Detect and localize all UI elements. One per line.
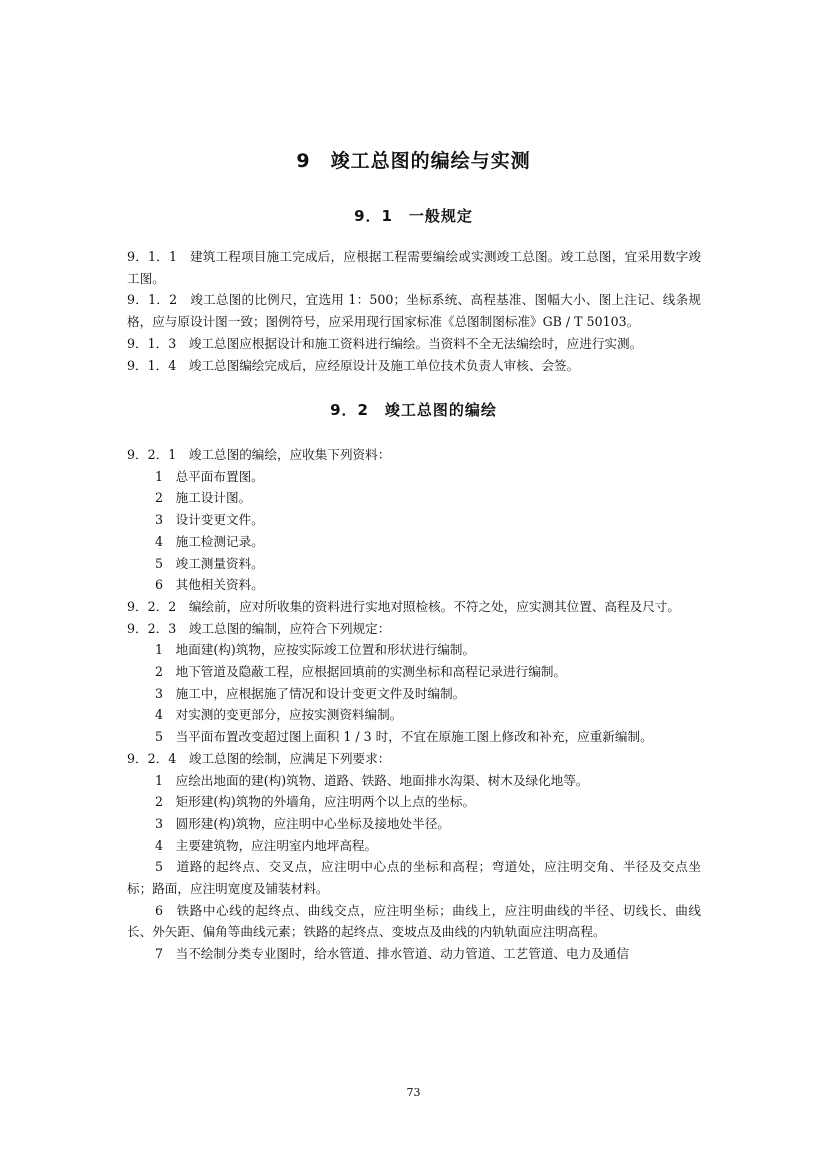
list-item: 3 设计变更文件。 — [155, 512, 264, 528]
list-item: 3 施工中，应根据施了情况和设计变更文件及时编制。 — [155, 685, 466, 701]
clause-9-2-3: 9．2．3 竣工总图的编制，应符合下列规定： — [127, 620, 391, 636]
list-item: 2 矩形建(构)筑物的外墙角，应注明两个以上点的坐标。 — [155, 794, 476, 810]
list-item: 6 铁路中心线的起终点、曲线交点，应注明坐标；曲线上，应注明曲线的半径、切线长、曲线长、外矢距、偏角等曲线元素；铁路的起终点、变坡点及曲线的内轨轨面应注明高程。 — [127, 902, 701, 940]
list-item: 4 对实测的变更部分，应按实测资料编制。 — [155, 707, 403, 723]
list-item: 5 竣工测量资料。 — [155, 555, 264, 571]
section-9-1-body — [127, 246, 701, 376]
chapter-title: 9 竣工总图的编绘与实测 — [296, 150, 531, 172]
clause-9-1-4: 9．1．4 竣工总图编绘完成后，应经原设计及施工单位技术负责人审核、会签。 — [127, 357, 580, 373]
list-item: 1 应绘出地面的建(构)筑物、道路、铁路、地面排水沟渠、树木及绿化地等。 — [155, 772, 589, 788]
section-9-2-body — [127, 444, 701, 965]
list-item: 1 地面建(构)筑物，应按实际竣工位置和形状进行编制。 — [155, 642, 476, 658]
list-item: 2 地下管道及隐蔽工程，应根据回填前的实测坐标和高程记录进行编制。 — [155, 664, 567, 680]
clause-9-1-2: 9．1．2 竣工总图的比例尺，宜选用 1：500；坐标系统、高程基准、图幅大小、图上注记、线条规格，应与原设计图一致；图例符号，应采用现行国家标准《总图制图标准》GB / T 50103。 — [127, 292, 701, 330]
clause-9-1-3: 9．1．3 竣工总图应根据设计和施工资料进行编绘。当资料不全无法编绘时，应进行实测。 — [127, 335, 643, 351]
list-item: 1 总平面布置图。 — [155, 468, 264, 484]
clause-9-2-2: 9．2．2 编绘前，应对所收集的资料进行实地对照检核。不符之处，应实测其位置、高程及尺寸。 — [127, 598, 680, 614]
list-item: 5 道路的起终点、交叉点，应注明中心点的坐标和高程；弯道处，应注明交角、半径及交点坐标；路面，应注明宽度及铺装材料。 — [127, 859, 701, 897]
list-item: 3 圆形建(构)筑物，应注明中心坐标及接地处半径。 — [155, 815, 450, 831]
list-item: 5 当平面布置改变超过图上面积 1 / 3 时，不宜在原施工图上修改和补充，应重新编制。 — [155, 729, 653, 745]
list-item: 4 施工检测记录。 — [155, 533, 264, 549]
clause-9-2-4: 9．2．4 竣工总图的绘制，应满足下列要求： — [127, 750, 391, 766]
list-item: 4 主要建筑物，应注明室内地坪高程。 — [155, 837, 378, 853]
clause-9-2-1: 9．2．1 竣工总图的编绘，应收集下列资料： — [127, 447, 391, 462]
page-number: 73 — [406, 1086, 421, 1099]
section-title-9-2: 9．2 竣工总图的编绘 — [330, 401, 497, 419]
section-title-9-1: 9．1 一般规定 — [354, 207, 473, 225]
list-item: 7 当不绘制分类专业图时，给水管道、排水管道、动力管道、工艺管道、电力及通信 — [155, 946, 629, 962]
list-item: 6 其他相关资料。 — [155, 577, 264, 593]
clause-9-1-1: 9．1．1 建筑工程项目施工完成后，应根据工程需要编绘或实测竣工总图。竣工总图，宜采用数字竣工图。 — [127, 249, 701, 286]
list-item: 2 施工设计图。 — [155, 490, 252, 506]
